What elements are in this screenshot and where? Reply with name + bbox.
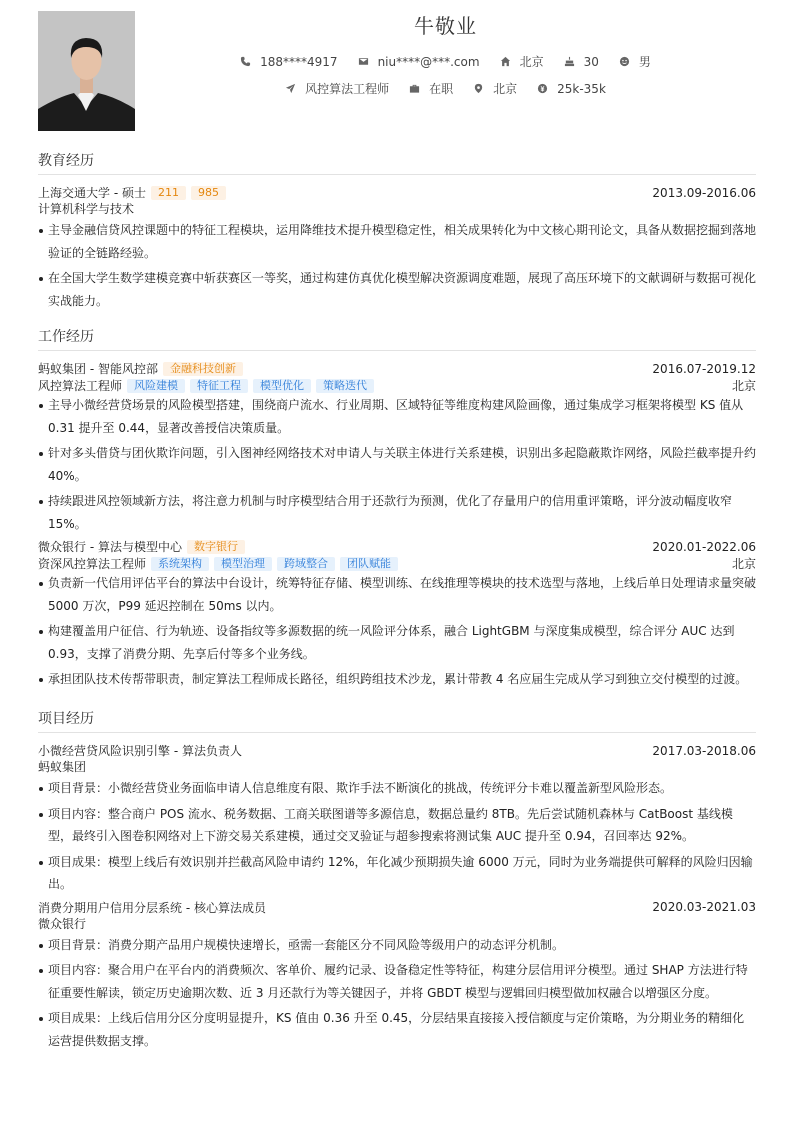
phone-info: 188****4917 <box>240 55 337 69</box>
job-period: 2020.01-2022.06 <box>652 539 756 554</box>
skill-tag: 特征工程 <box>190 379 248 393</box>
company-tag: 数字银行 <box>187 540 245 554</box>
list-item: 项目内容：整合商户 POS 流水、税务数据、工商关联图谱等多源信息，数据总量约 8TB。先后尝试随机森林与 CatBoost 基线模型，最终引入图卷积网络对上下游交易关系建模，通过交叉验证与超参搜索将测试集 AUC 提升至 0.94，召回率达 92%。 <box>38 803 756 848</box>
send-icon <box>285 83 296 94</box>
education-section <box>38 150 756 315</box>
company-name: 微众银行 - 算法与模型中心 <box>38 540 182 554</box>
section-title: 工作经历 <box>38 326 756 351</box>
project-name: 小微经营贷风险识别引擎 - 算法负责人 <box>38 744 242 758</box>
school-tag: 985 <box>191 186 226 200</box>
project-bullets <box>38 777 756 896</box>
school-tag: 211 <box>151 186 186 200</box>
skill-tag: 跨域整合 <box>277 557 335 571</box>
job-city: 北京 <box>731 379 756 393</box>
company-name: 蚂蚁集团 - 智能风控部 <box>38 362 158 376</box>
school-name: 上海交通大学 - 硕士 <box>38 186 146 200</box>
list-item: 承担团队技术传帮带职责，制定算法工程师成长路径，组织跨组技术沙龙，累计带教 4 名应届生完成从学习到独立交付模型的过渡。 <box>38 668 756 691</box>
target-city-info: 北京 <box>473 80 517 97</box>
list-item: 主导小微经营贷场景的风险模型搭建，围绕商户流水、行业周期、区域特征等维度构建风险画像，通过集成学习框架将模型 KS 值从 0.31 提升至 0.44，显著改善授信决策质量。 <box>38 394 756 439</box>
age-info: 30 <box>564 55 599 69</box>
phone-icon <box>240 56 251 67</box>
project-name: 消费分期用户信用分层系统 - 核心算法成员 <box>38 900 266 915</box>
work-section <box>38 326 756 694</box>
company-tag: 金融科技创新 <box>163 362 243 376</box>
job-position: 资深风控算法工程师 <box>38 557 147 571</box>
job-entry <box>38 538 756 691</box>
project-period: 2017.03-2018.06 <box>652 743 756 758</box>
job-position: 风控算法工程师 <box>38 379 123 393</box>
job-bullets <box>38 572 756 691</box>
contact-info-row <box>135 53 756 70</box>
education-period: 2013.09-2016.06 <box>652 185 756 200</box>
skill-tag: 系统架构 <box>151 557 209 571</box>
candidate-name: 牛敬业 <box>414 14 477 38</box>
gender-icon <box>619 56 630 67</box>
major: 计算机科学与技术 <box>38 202 135 216</box>
education-header <box>38 184 756 201</box>
location-icon <box>473 83 484 94</box>
section-title: 项目经历 <box>38 708 756 733</box>
skill-tag: 模型优化 <box>253 379 311 393</box>
project-org: 微众银行 <box>38 916 87 931</box>
section-title: 教育经历 <box>38 150 756 175</box>
list-item: 项目成果：模型上线后有效识别并拦截高风险申请约 12%，年化减少预期损失逾 6000 万元，同时为业务端提供可解释的风险归因输出。 <box>38 851 756 896</box>
home-city-info: 北京 <box>500 53 544 70</box>
education-bullets <box>38 219 756 312</box>
job-bullets <box>38 394 756 535</box>
home-icon <box>500 56 511 67</box>
project-bullets <box>38 934 756 1053</box>
project-period: 2020.03-2021.03 <box>652 900 756 914</box>
expected-salary-info: 25k-35k <box>537 82 606 96</box>
briefcase-icon <box>409 83 420 94</box>
list-item: 负责新一代信用评估平台的算法中台设计，统筹特征存储、模型训练、在线推理等模块的技术选型与落地，上线后单日处理请求量突破 5000 万次，P99 延迟控制在 50ms 以内。 <box>38 572 756 617</box>
list-item: 项目成果：上线后信用分区分度明显提升，KS 值由 0.36 升至 0.45，分层结果直接接入授信额度与定价策略，为分期业务的精细化运营提供数据支撑。 <box>38 1007 756 1052</box>
cake-icon <box>564 56 575 67</box>
skill-tag: 模型治理 <box>214 557 272 571</box>
salary-icon <box>537 83 548 94</box>
project-entry <box>38 742 756 896</box>
job-intent-row <box>135 80 756 97</box>
list-item: 构建覆盖用户征信、行为轨迹、设备指纹等多源数据的统一风险评分体系，融合 LightGBM 与深度集成模型，综合评分 AUC 达到 0.93，支撑了消费分期、先享后付等多个业务线。 <box>38 620 756 665</box>
target-position-info: 风控算法工程师 <box>285 80 389 97</box>
list-item: 在全国大学生数学建模竞赛中斩获赛区一等奖，通过构建仿真优化模型解决资源调度难题，展现了高压环境下的文献调研与数据可视化实战能力。 <box>38 267 756 312</box>
skill-tag: 风险建模 <box>127 379 185 393</box>
project-org: 蚂蚁集团 <box>38 760 87 774</box>
skill-tag: 团队赋能 <box>340 557 398 571</box>
email-info: niu****@***.com <box>358 55 480 69</box>
list-item: 项目背景：消费分期产品用户规模快速增长，亟需一套能区分不同风险等级用户的动态评分机制。 <box>38 934 756 957</box>
job-city: 北京 <box>731 557 756 571</box>
project-entry <box>38 899 756 1053</box>
mail-icon <box>358 56 369 67</box>
list-item: 项目背景：小微经营贷业务面临申请人信息维度有限、欺诈手法不断演化的挑战，传统评分卡难以覆盖新型风险形态。 <box>38 777 756 800</box>
list-item: 持续跟进风控领域新方法，将注意力机制与时序模型结合用于还款行为预测，优化了存量用户的信用重评策略，评分波动幅度收窄 15%。 <box>38 490 756 535</box>
profile-photo <box>38 11 135 131</box>
employment-status-info: 在职 <box>409 80 453 97</box>
job-entry <box>38 360 756 535</box>
projects-section <box>38 708 756 1055</box>
list-item: 针对多头借贷与团伙欺诈问题，引入图神经网络技术对申请人与关联主体进行关系建模，识别出多起隐蔽欺诈网络，风险拦截率提升约 40%。 <box>38 442 756 487</box>
list-item: 主导金融信贷风控课题中的特征工程模块，运用降维技术提升模型稳定性，相关成果转化为中文核心期刊论文，具备从数据挖掘到落地验证的全链路经验。 <box>38 219 756 264</box>
list-item: 项目内容：聚合用户在平台内的消费频次、客单价、履约记录、设备稳定性等特征，构建分层信用评分模型。通过 SHAP 方法进行特征重要性解读，锁定历史逾期次数、近 3 月还款行为等关键因子，并将 GBDT 模型与逻辑回归模型做加权融合以增强区分度。 <box>38 959 756 1004</box>
skill-tag: 策略迭代 <box>316 379 374 393</box>
job-period: 2016.07-2019.12 <box>652 361 756 376</box>
gender-info: 男 <box>619 53 651 70</box>
